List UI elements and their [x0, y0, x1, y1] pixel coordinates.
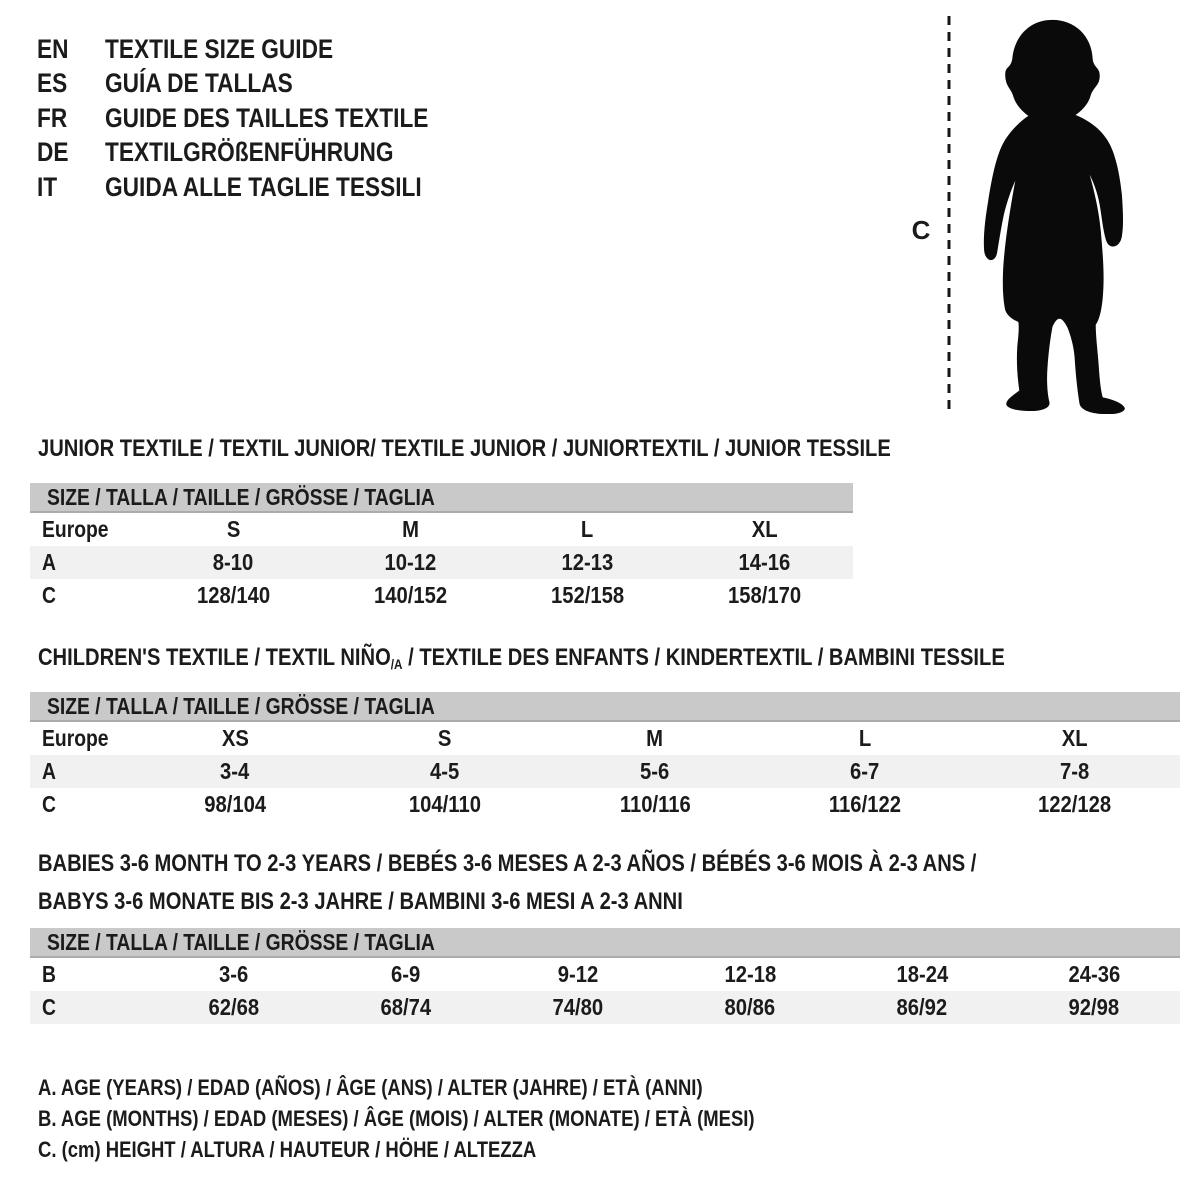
row-label: A — [42, 758, 56, 784]
height-cell: 110/116 — [619, 791, 691, 817]
age-cell: 14-16 — [738, 549, 791, 575]
age-cell: 7-8 — [1060, 758, 1090, 784]
table-row-europe — [30, 722, 1180, 755]
table-header-bar — [30, 692, 1180, 722]
height-cell: 68/74 — [380, 994, 432, 1020]
language-title-list — [37, 32, 490, 205]
size-table-babies — [30, 928, 1180, 1024]
size-cell: S — [226, 516, 241, 542]
height-measure-label: C — [911, 215, 931, 245]
size-cell: XS — [221, 725, 249, 751]
section-title-children-text: CHILDREN'S TEXTILE / TEXTIL $NIÑO_{/A}$ / TEXTILE DES ENFANTS / KINDERTEXTIL / BAMBINI TESSILE — [38, 644, 1005, 672]
size-cell: XL — [751, 516, 778, 542]
language-row-en — [37, 32, 490, 67]
language-title: TEXTILE SIZE GUIDE — [105, 33, 334, 64]
months-cell: 3-6 — [219, 961, 249, 987]
age-cell: 8-10 — [213, 549, 254, 575]
legend-line-c: C. (cm) HEIGHT / ALTURA / HAUTEUR / HÖHE / ALTEZZA — [38, 1137, 537, 1162]
language-row-fr — [37, 101, 490, 136]
height-cell: 74/80 — [552, 994, 604, 1020]
months-cell: 9-12 — [557, 961, 599, 987]
height-cell: 116/122 — [828, 791, 902, 817]
section-title-babies — [38, 845, 1155, 921]
size-cell: S — [438, 725, 452, 751]
size-cell: L — [858, 725, 872, 751]
age-cell: 4-5 — [430, 758, 460, 784]
table-row-height — [30, 788, 1180, 821]
size-cell: M — [646, 725, 664, 751]
section-title-junior-text: JUNIOR TEXTILE / TEXTIL JUNIOR/ TEXTILE JUNIOR / JUNIORTEXTIL / JUNIOR TESSILE — [38, 435, 891, 462]
language-code: ES — [37, 68, 68, 99]
section-title-babies-line2: BABYS 3-6 MONATE BIS 2-3 JAHRE / BAMBINI 3-6 MESI A 2-3 ANNI — [38, 888, 683, 915]
months-cell: 12-18 — [724, 961, 776, 987]
gender-suffix: /A — [390, 656, 403, 672]
language-code: DE — [37, 137, 69, 168]
size-cell: XL — [1062, 725, 1088, 751]
language-row-es — [37, 67, 490, 102]
height-cell: 62/68 — [208, 994, 260, 1020]
language-code: IT — [37, 171, 58, 202]
height-cell: 86/92 — [896, 994, 948, 1020]
row-label: C — [42, 994, 56, 1020]
table-row-height — [30, 579, 853, 612]
row-label: Europe — [42, 516, 109, 542]
height-cell: 104/110 — [408, 791, 482, 817]
height-cell: 80/86 — [724, 994, 776, 1020]
table-header-label: SIZE / TALLA / TAILLE / GRÖSSE / TAGLIA — [47, 483, 435, 510]
row-label: A — [42, 549, 56, 575]
section-title-babies-line1: BABIES 3-6 MONTH TO 2-3 YEARS / BEBÉS 3-6 MESES A 2-3 AÑOS / BÉBÉS 3-6 MOIS À 2-3 ANS / — [38, 850, 977, 877]
language-title: GUIDE DES TAILLES TEXTILE — [105, 102, 429, 133]
height-cell: 98/104 — [204, 791, 266, 817]
age-cell: 3-4 — [220, 758, 250, 784]
table-header-bar — [30, 928, 1180, 958]
height-cell: 140/152 — [373, 582, 448, 608]
size-table-children — [30, 692, 1180, 821]
legend-line-b: B. AGE (MONTHS) / EDAD (MESES) / ÂGE (MOIS) / ALTER (MONATE) / ETÀ (MESI) — [38, 1106, 755, 1131]
table-header-label: SIZE / TALLA / TAILLE / GRÖSSE / TAGLIA — [47, 692, 435, 719]
section-title-junior — [38, 436, 1053, 462]
language-row-de — [37, 136, 490, 171]
language-title: GUIDA ALLE TAGLIE TESSILI — [105, 171, 422, 202]
table-header-bar — [30, 483, 853, 513]
size-cell: L — [581, 516, 594, 542]
language-code: FR — [37, 102, 68, 133]
months-cell: 6-9 — [391, 961, 421, 987]
age-cell: 6-7 — [850, 758, 880, 784]
row-label: B — [42, 961, 56, 987]
height-cell: 128/140 — [196, 582, 271, 608]
language-code: EN — [37, 33, 69, 64]
height-dashed-line — [944, 14, 954, 416]
legend-line-a: A. AGE (YEARS) / EDAD (AÑOS) / ÂGE (ANS) / ALTER (JAHRE) / ETÀ (ANNI) — [38, 1075, 703, 1100]
height-cell: 152/158 — [550, 582, 625, 608]
section-title-children — [38, 645, 1189, 677]
language-row-it — [37, 170, 490, 205]
table-row-europe — [30, 513, 853, 546]
row-label: C — [42, 582, 56, 608]
table-header-label: SIZE / TALLA / TAILLE / GRÖSSE / TAGLIA — [47, 928, 435, 955]
age-cell: 5-6 — [640, 758, 670, 784]
language-title: GUÍA DE TALLAS — [105, 68, 293, 99]
toddler-silhouette-icon — [962, 12, 1148, 414]
age-cell: 12-13 — [561, 549, 614, 575]
table-row-months — [30, 958, 1180, 991]
months-cell: 18-24 — [896, 961, 948, 987]
row-label: Europe — [42, 725, 109, 751]
height-cell: 158/170 — [727, 582, 802, 608]
age-cell: 10-12 — [384, 549, 437, 575]
row-label: C — [42, 791, 56, 817]
table-row-age — [30, 546, 853, 579]
height-cell: 122/128 — [1038, 791, 1112, 817]
size-cell: M — [402, 516, 419, 542]
height-cell: 92/98 — [1068, 994, 1120, 1020]
size-table-junior — [30, 483, 853, 612]
table-row-age — [30, 755, 1180, 788]
measure-legend — [38, 1072, 891, 1165]
language-title: TEXTILGRÖßENFÜHRUNG — [105, 137, 394, 168]
months-cell: 24-36 — [1068, 961, 1120, 987]
table-row-height — [30, 991, 1180, 1024]
